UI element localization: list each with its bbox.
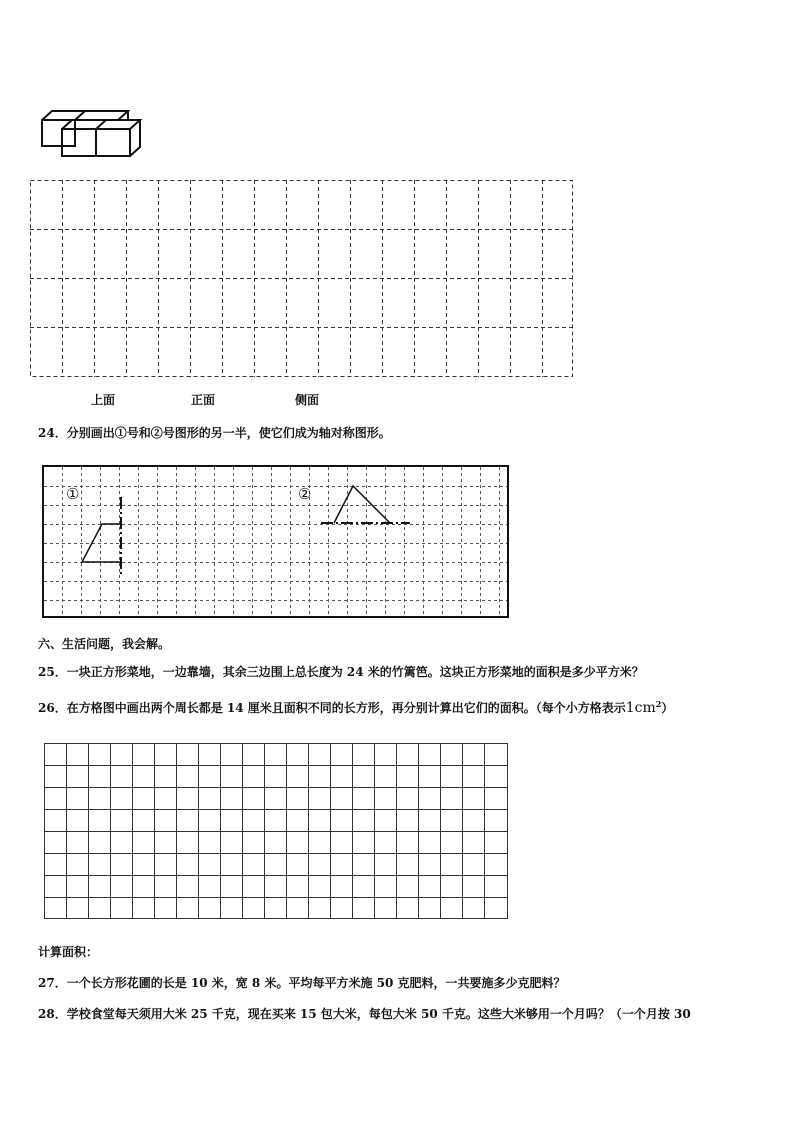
question-26-close: ）: [661, 701, 674, 715]
symmetry-grid: [44, 467, 507, 616]
rectangle-drawing-grid[interactable]: [44, 743, 509, 920]
label-front-view: 正面: [191, 393, 216, 407]
unit-power: 2: [655, 699, 662, 709]
question-27: 27．一个长方形花圃的长是 10 米，宽 8 米。平均每平方米施 50 克肥料，一共要施多少克肥料？: [38, 976, 566, 990]
label-top-view: 上面: [91, 393, 116, 407]
figure-2-half-shape: [334, 486, 390, 523]
label-side-view: 侧面: [295, 393, 320, 407]
question-25: 25．一块正方形菜地，一边靠墙，其余三边围上总长度为 24 米的竹篱笆。这块正方形菜地的面积是多少平方米？: [38, 665, 644, 679]
figure-2-label: ②: [298, 485, 312, 503]
question-28: 28．学校食堂每天须用大米 25 千克，现在买来 15 包大米，每包大米 50 千克。这些大米够用一个月吗？（一个月按 30: [38, 1007, 691, 1021]
figure-1-label: ①: [66, 485, 80, 503]
question-24: 24．分别画出①号和②号图形的另一半，使它们成为轴对称图形。: [38, 426, 391, 440]
section-6-heading: 六、生活问题，我会解。: [38, 637, 171, 651]
cube-figure: [40, 108, 144, 160]
question-26-text: 26．在方格图中画出两个周长都是 14 厘米且面积不同的长方形，再分别计算出它们的面积。（每个小方格表示: [38, 701, 626, 715]
unit-cm: 1cm: [625, 700, 656, 716]
view-drawing-grid[interactable]: [30, 180, 574, 378]
calc-area-label: 计算面积：: [38, 945, 99, 959]
question-26: [38, 700, 673, 716]
